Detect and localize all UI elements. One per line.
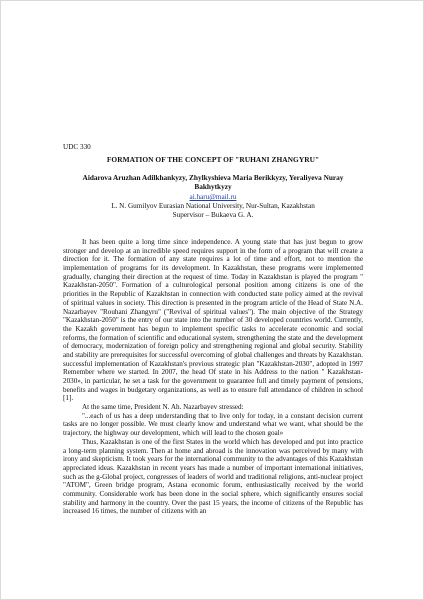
body-text <box>63 238 363 516</box>
authors-line-1: Aidarova Aruzhan Adilkhankyzy, Zhylkyshieva Maria Berikkyzy, Yeraliyeva Nuray <box>82 173 344 182</box>
email-link[interactable]: ai.haru@mail.ru <box>189 193 237 201</box>
authors <box>63 174 363 191</box>
affiliation-block <box>63 202 363 219</box>
paragraph-2: At the same time, President N. Ah. Nazarbayev stressed: <box>82 403 244 412</box>
authors-line-2: Bakhytkyzy <box>194 181 232 191</box>
supervisor: Supervisor – Bukaeva G. A. <box>172 210 254 219</box>
paragraph-1: It has been quite a long time since independence. A young state that has just begun to grow stronger and develop at an incredible speed requires support in the form of a program that will create a direction for it. The formation of any state requires a lot of time and effort, not to mention the implementation of programs for its development. In Kazakhstan, these programs were implemented gradually, changing their direction at the request of time. Today in Kazakhstan is played the program " Kazakhstan-2050". Formation of a culturological personal position among citizens is one of the priorities in the Republic of Kazakhstan in connection with conducted state policy aimed at the revival of spiritual values in society. This direction is presented in the program article of the Head of State N.A. Nazarbayev "Rouhani Zhangyru" ("Revival of spiritual values"). The main objective of the Strategy "Kazakhstan-2050" is the entry of our state into the number of 30 developed countries world. Currently, the Kazakh government has begun to implement specific tasks to accelerate economic and social reforms, the formation of scientific and educational system, strengthening the state and the development of democracy, modernization of foreign policy and strengthening regional and global security. Stability and stability are prerequisites for successful overcoming of global challenges and threats by Kazakhstan. successful implementation of Kazakhstan's previous strategic plan "Kazakhstan-2030", adopted in 1997 Remember where we started. In 2007, the head Of state in his Address to the nation " Kazakhstan-2030», in particular, he set a task for the government to guarantee full and timely payment of pensions, benefits and wages in budgetary organizations, as well as to ensure full attendance of children in school [1]. <box>63 238 363 403</box>
udc-code: UDC 330 <box>63 143 91 151</box>
quote-paragraph: "...each of us has a deep understanding that to live only for today, in a constant decision current tasks are no longer possible. We must clearly know and understand what we want, what should be the trajectory, the highway our development, which will lead to the chosen goal» <box>63 411 363 438</box>
affiliation: L. N. Gumilyov Eurasian National University, Nur-Sultan, Kazakhstan <box>111 202 315 210</box>
paper-title: FORMATION OF THE CONCEPT OF "RUHANI ZHANGYRU" <box>106 155 320 164</box>
paragraph-4: Thus, Kazakhstan is one of the first States in the world which has developed and put into practice a long-term planning system. Then at home and abroad is the innovation was perceived by many with irony and skepticism. It took years for the international community to the advantages of this Kazakhstan appreciated ideas. Kazakhstan in recent years has made a number of important international initiatives, such as the g-Global project, congresses of leaders of world and traditional religions, anti-nuclear project "ATOM", Green bridge program, Astana economic forum, enthusiastically received by the world community. Considerable work has been done in the social sphere, which significantly ensures social stability and harmony in the country. Over the past 15 years, the income of citizens of the Republic has increased 16 times, the number of citizens with an <box>63 437 363 516</box>
